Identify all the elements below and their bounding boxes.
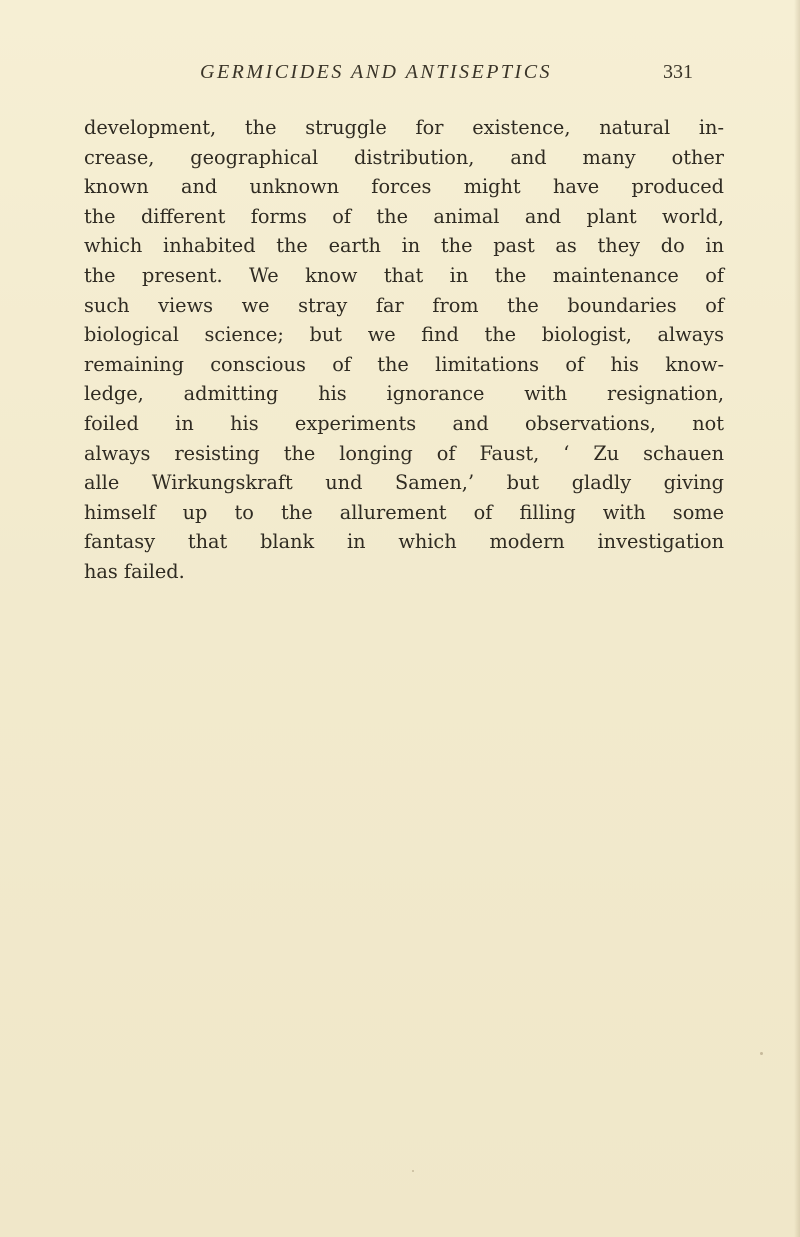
text-line: himself up to the allurement of filling with some: [84, 500, 724, 524]
text-line: fantasy that blank in which modern investigation: [84, 530, 724, 554]
running-title: GERMICIDES AND ANTISEPTICS: [200, 61, 553, 83]
text-line: the present. We know that in the maintenance of: [84, 263, 724, 287]
text-line: remaining conscious of the limitations of his know-: [84, 352, 724, 376]
text-line: biological science; but we find the biologist, always: [84, 323, 724, 347]
text-line: foiled in his experiments and observations, not: [84, 411, 724, 435]
text-line: ledge, admitting his ignorance with resignation,: [84, 382, 724, 406]
body-paragraph: [84, 113, 724, 587]
paper-speck: [760, 1052, 763, 1055]
text-line: known and unknown forces might have produced: [84, 175, 724, 199]
page-edge-shadow: [794, 0, 800, 1237]
text-line: crease, geographical distribution, and many other: [84, 145, 724, 169]
paper-speck: [412, 1170, 414, 1172]
text-line-final: has failed.: [84, 559, 185, 583]
text-line: such views we stray far from the boundaries of: [84, 293, 724, 317]
text-line: the different forms of the animal and plant world,: [84, 204, 724, 228]
text-line: always resisting the longing of Faust, ‘ Zu schauen: [84, 441, 724, 465]
text-line: development, the struggle for existence, natural in-: [84, 116, 724, 139]
text-line: which inhabited the earth in the past as they do in: [84, 234, 724, 258]
text-line: alle Wirkungskraft und Samen,’ but gladly giving: [84, 471, 724, 495]
page-number: 331: [663, 61, 693, 83]
running-header: [0, 61, 800, 91]
